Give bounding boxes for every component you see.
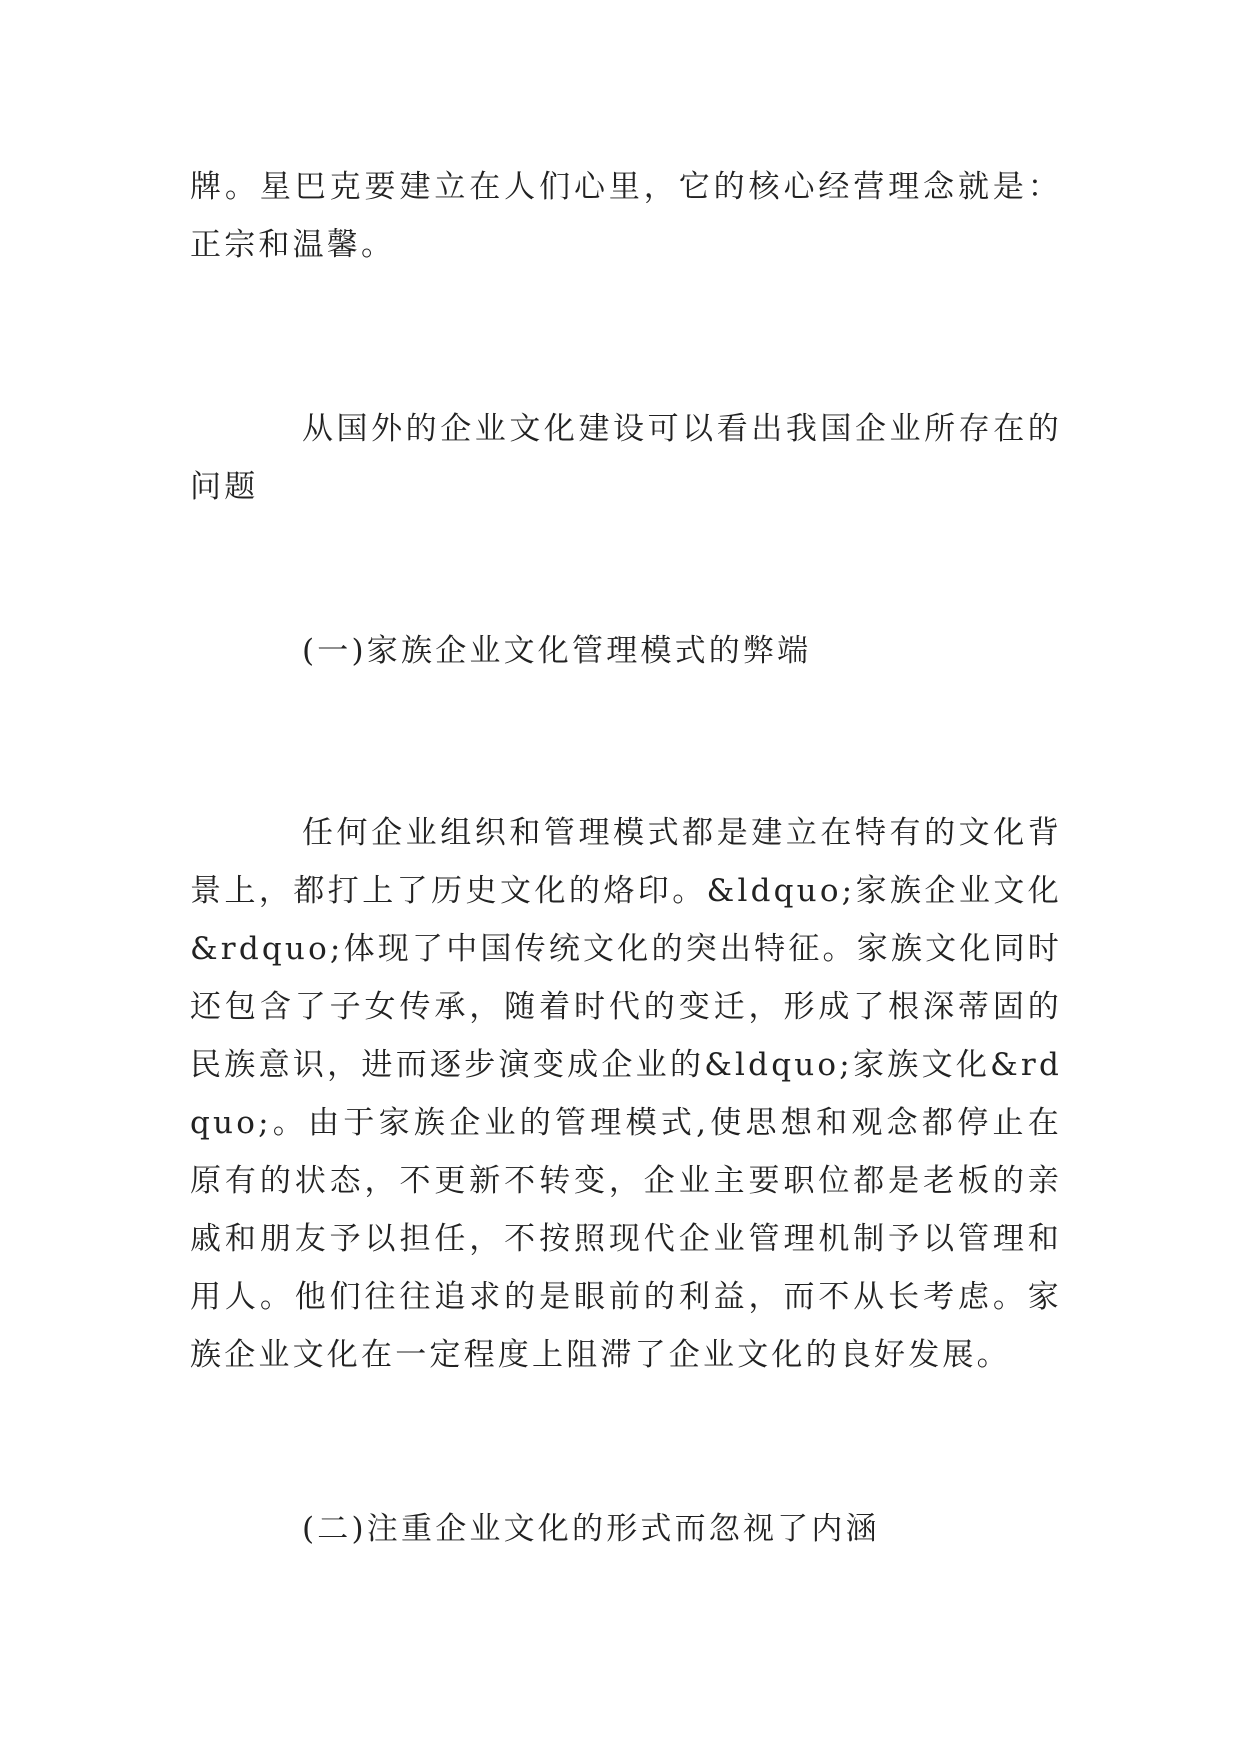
body-paragraph: 任何企业组织和管理模式都是建立在特有的文化背景上，都打上了历史文化的烙印。&ldquo;家族企业文化&rdquo;体现了中国传统文化的突出特征。家族文化同时还包含了子女传承，随着时代的变迁，形成了根深蒂固的民族意识，进而逐步演变成企业的&ldquo;家族文化&rdquo;。由于家族企业的管理模式,使思想和观念都停止在原有的状态，不更新不转变，企业主要职位都是老板的亲戚和朋友予以担任，不按照现代企业管理机制予以管理和用人。他们往往追求的是眼前的利益，而不从长考虑。家族企业文化在一定程度上阻滞了企业文化的良好发展。	[190, 815, 1062, 1373]
subsection-heading-1: (一)家族企业文化管理模式的弊端	[302, 633, 812, 669]
subsection-heading-2: (二)注重企业文化的形式而忽视了内涵	[302, 1511, 880, 1547]
section-heading: 从国外的企业文化建设可以看出我国企业所存在的问题	[190, 411, 1062, 505]
paragraph-continuation: 牌。星巴克要建立在人们心里，它的核心经营理念就是：正宗和温馨。	[190, 169, 1062, 263]
